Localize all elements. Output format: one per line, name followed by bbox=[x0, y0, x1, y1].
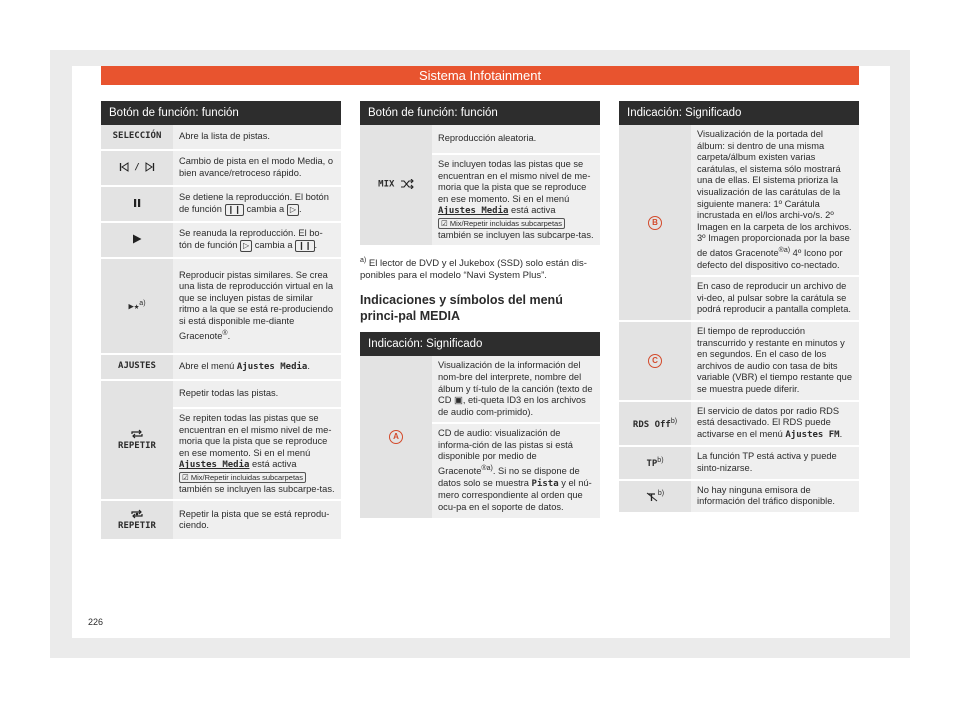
table-row bbox=[101, 259, 341, 355]
key-separator: / bbox=[134, 162, 140, 173]
row-key bbox=[619, 481, 691, 514]
table-row bbox=[101, 501, 341, 541]
row-text bbox=[173, 355, 341, 381]
row-text bbox=[432, 356, 600, 424]
footnote-ref: a) bbox=[783, 246, 791, 254]
text-part: . bbox=[298, 203, 302, 214]
footnote-ref: b) bbox=[670, 417, 678, 425]
repeat-all-icon bbox=[130, 428, 144, 440]
footnote-ref: a) bbox=[139, 300, 146, 308]
text-part: cambia a bbox=[246, 203, 285, 214]
row-key bbox=[619, 125, 691, 322]
table-row bbox=[619, 322, 859, 402]
text-part: . Si no se dispone de datos solo se muestra bbox=[438, 466, 580, 488]
row-text: Repetir todas las pistas. bbox=[173, 381, 341, 409]
table-row bbox=[101, 381, 341, 409]
table-row bbox=[619, 402, 859, 448]
registered-mark: ® bbox=[222, 329, 228, 337]
key-label: MIX bbox=[378, 179, 395, 190]
footnote-ref: b) bbox=[657, 490, 665, 498]
row-text bbox=[432, 155, 600, 247]
function-table-1 bbox=[101, 101, 341, 541]
mono-text: Pista bbox=[531, 478, 559, 489]
play-button-icon: ▷ bbox=[287, 204, 299, 216]
text-part: Se detiene la reproducción. El botón de función bbox=[179, 192, 329, 214]
checkbox-label: Mix/Repetir incluidas subcarpetas bbox=[190, 472, 303, 482]
row-text: Reproducción aleatoria. bbox=[432, 125, 600, 155]
table-row bbox=[101, 187, 341, 223]
text-part: . bbox=[314, 239, 318, 250]
text-part: Se reanuda la reproducción. El bo-tón de función bbox=[179, 228, 323, 250]
row-key bbox=[619, 322, 691, 402]
row-key bbox=[619, 402, 691, 448]
row-text bbox=[173, 409, 341, 501]
menu-name: Ajustes Media bbox=[236, 361, 308, 372]
row-text bbox=[173, 259, 341, 355]
pause-icon bbox=[132, 198, 142, 208]
table-row bbox=[619, 125, 859, 277]
menu-name: Ajustes Media bbox=[179, 460, 250, 471]
table-row bbox=[360, 356, 600, 424]
key-label: REPETIR bbox=[118, 520, 156, 531]
text-part: Reproducir pistas similares. Se crea una lista de reproducción virtual en la que se incluyen pistas de similar ritmo a la que se está re-produciendo si está disponible me-diante Gracenote bbox=[179, 269, 334, 341]
skip-previous-icon bbox=[119, 162, 129, 172]
row-key bbox=[101, 187, 173, 223]
footnote-ref: b) bbox=[657, 457, 664, 465]
text-part: , eti-queta ID3 en los archivos de audio com-primido). bbox=[438, 395, 586, 417]
table-row bbox=[101, 151, 341, 187]
row-text bbox=[432, 424, 600, 519]
checkbox-option bbox=[179, 472, 306, 483]
row-text: No hay ninguna emisora de información del tráfico disponible. bbox=[691, 481, 859, 514]
row-text: El tiempo de reproducción transcurrido y restante en minutos y en segundos. En el caso de los archivos de audio con tasa de bits variable (VBR) el tiempo restante que se muestra puede diferir. bbox=[691, 322, 859, 402]
function-table-2 bbox=[360, 101, 600, 247]
table-header: Botón de función: función bbox=[360, 101, 600, 125]
table-row bbox=[101, 355, 341, 381]
shuffle-icon bbox=[400, 179, 414, 189]
row-text bbox=[691, 125, 859, 277]
text-part: . bbox=[307, 360, 310, 371]
callout-a: A bbox=[389, 430, 403, 444]
text-part: cambia a bbox=[254, 239, 293, 250]
text-part: . bbox=[839, 428, 843, 439]
play-button-icon: ▷ bbox=[240, 240, 252, 252]
key-label: TP bbox=[646, 459, 658, 470]
table-header: Botón de función: función bbox=[101, 101, 341, 125]
menu-name: Ajustes Media bbox=[438, 206, 509, 217]
callout-c: C bbox=[648, 354, 662, 368]
row-text bbox=[691, 402, 859, 448]
text-part: 4º Icono por defecto del dispositivo co-nectado. bbox=[697, 248, 843, 270]
indication-table-1 bbox=[360, 332, 600, 519]
registered-mark: ® bbox=[481, 465, 487, 473]
row-text: En caso de reproducir un archivo de vi-deo, al pulsar sobre la carátula se podrá reproducir a pantalla completa. bbox=[691, 277, 859, 322]
text-part: Se incluyen todas las pistas que se encuentran en el mismo nivel de me-moria que la pista que se reproduce en ese momento. Si en el menú bbox=[438, 159, 591, 204]
text-part: está activa bbox=[511, 205, 556, 216]
row-key bbox=[619, 447, 691, 480]
column-3 bbox=[619, 101, 859, 514]
text-part: está activa bbox=[252, 459, 297, 470]
row-key bbox=[101, 151, 173, 187]
key-label: RDS Off bbox=[632, 419, 671, 430]
page-header: Sistema Infotainment bbox=[101, 66, 859, 85]
row-key bbox=[101, 381, 173, 501]
footnote-ref: a) bbox=[486, 465, 493, 473]
row-text: La función TP está activa y puede sinto-nizarse. bbox=[691, 447, 859, 480]
footnote-text: El lector de DVD y el Jukebox (SSD) solo están dis-ponibles para el modelo “Navi System Plus”. bbox=[360, 258, 587, 282]
text-part: . bbox=[227, 330, 231, 341]
play-icon bbox=[132, 234, 142, 244]
text-part: y el nú-mero correspondiente al orden que ocu-pa en el soporte de datos. bbox=[438, 477, 592, 512]
cd-text-icon: ▣ bbox=[454, 395, 463, 406]
text-part: también se incluyen las subcarpe-tas. bbox=[179, 483, 335, 494]
text-part: Abre el menú bbox=[179, 360, 235, 371]
checkbox-checked-icon: ☑ bbox=[441, 218, 448, 228]
table-header: Indicación: Significado bbox=[360, 332, 600, 356]
table-header: Indicación: Significado bbox=[619, 101, 859, 125]
callout-b: B bbox=[648, 216, 662, 230]
text-part: Se repiten todas las pistas que se encuentran en el mismo nivel de me-moria que la pista que se reproduce en ese momento. Si en el menú bbox=[179, 413, 332, 458]
row-key bbox=[101, 259, 173, 355]
menu-name: Ajustes FM bbox=[785, 429, 840, 440]
repeat-one-icon bbox=[130, 508, 144, 520]
row-key bbox=[360, 125, 432, 247]
row-text: Cambio de pista en el modo Media, o bien avance/retroceso rápido. bbox=[173, 151, 341, 187]
row-key bbox=[101, 501, 173, 541]
footnote bbox=[360, 255, 600, 282]
text-part: Visualización de la portada del álbum: si dentro de una misma carpeta/álbum existen varias carátulas, el sistema sólo mostrará una de ellas. El sistema prioriza la visualización de las carátulas de la siguiente manera: 1º Carátula incrustada en el/los archi-vo/s. 2º Imagen en la carpeta de los archivos. 3º Imagen proporcionada por la base de datos Gracenote bbox=[697, 129, 852, 259]
row-key: SELECCIÓN bbox=[101, 125, 173, 151]
checkbox-checked-icon: ☑ bbox=[182, 472, 189, 482]
section-title: Indicaciones y símbolos del menú princi-pal MEDIA bbox=[360, 293, 563, 324]
table-row bbox=[101, 223, 341, 259]
row-text: Abre la lista de pistas. bbox=[173, 125, 341, 151]
row-key: AJUSTES bbox=[101, 355, 173, 381]
text-part: CD de audio: visualización de informa-ción de las pistas si está disponible por medio de Gracenote bbox=[438, 428, 573, 477]
text-part: Visualización de la información del nom-bre del interprete, nombre del álbum y tí-tulo de la canción (texto de CD bbox=[438, 360, 593, 406]
table-row bbox=[360, 125, 600, 155]
registered-mark: ® bbox=[778, 246, 784, 254]
checkbox-option bbox=[438, 218, 565, 229]
key-label: REPETIR bbox=[118, 440, 156, 451]
column-2 bbox=[360, 101, 600, 520]
page-number: 226 bbox=[88, 617, 104, 627]
skip-next-icon bbox=[145, 162, 155, 172]
indication-table-2 bbox=[619, 101, 859, 514]
row-text bbox=[173, 223, 341, 259]
row-text bbox=[173, 187, 341, 223]
checkbox-label: Mix/Repetir incluidas subcarpetas bbox=[449, 218, 562, 228]
pause-button-icon: ❙❙ bbox=[225, 204, 244, 216]
row-key bbox=[360, 356, 432, 519]
footnote-mark: a) bbox=[360, 257, 367, 265]
table-row bbox=[619, 447, 859, 480]
column-1 bbox=[101, 101, 341, 541]
text-part: El servicio de datos por radio RDS está desactivado. El RDS puede activarse en el menú bbox=[697, 405, 840, 439]
no-traffic-info-icon bbox=[646, 492, 658, 502]
row-key bbox=[101, 223, 173, 259]
table-row bbox=[619, 481, 859, 514]
text-part: también se incluyen las subcarpe-tas. bbox=[438, 229, 594, 240]
table-row bbox=[101, 125, 341, 151]
pause-button-icon: ❙❙ bbox=[295, 240, 314, 252]
row-text: Repetir la pista que se está reprodu-ciendo. bbox=[173, 501, 341, 541]
play-similar-icon: ▶★ bbox=[128, 302, 140, 313]
